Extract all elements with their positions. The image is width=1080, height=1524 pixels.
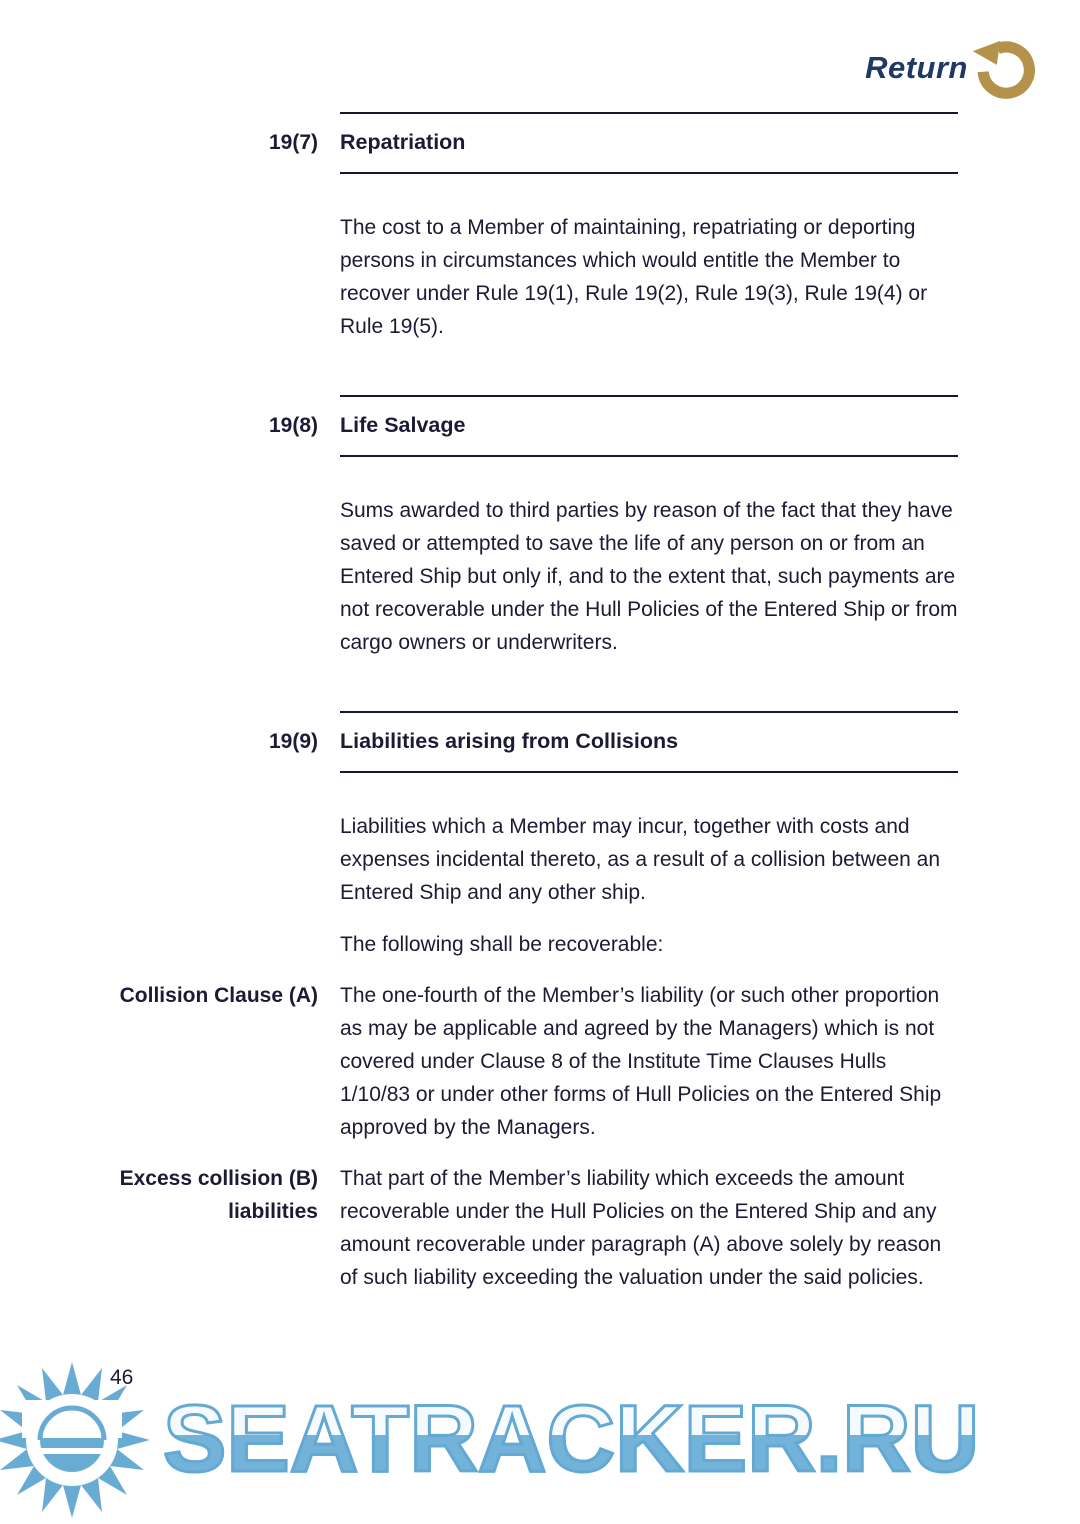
- section-paragraph: Liabilities which a Member may incur, together with costs and expenses incidental thereto, as a result of a collision between an Entered Ship and any other ship.: [340, 815, 941, 904]
- section-heading-box: [340, 711, 958, 773]
- section-number: 19(8): [268, 414, 318, 437]
- section-paragraph: The following shall be recoverable:: [340, 933, 664, 956]
- return-arrow-icon: [966, 34, 1038, 106]
- section-19-8: [0, 395, 1080, 659]
- section-heading: Life Salvage: [340, 413, 466, 437]
- section-heading: Liabilities arising from Collisions: [340, 729, 679, 753]
- document-content: [0, 112, 1080, 1294]
- clause-label-text: Collision Clause (A): [119, 984, 318, 1007]
- section-number: 19(9): [268, 730, 318, 753]
- section-heading: Repatriation: [340, 130, 466, 154]
- section-19-9: [0, 711, 1080, 1294]
- section-paragraph: Sums awarded to third parties by reason of the fact that they have saved or attempted to save the life of any person on or from an Entered Ship but only if, and to the extent that, such payments are not recoverable under the Hull Policies of the Entered Ship or from cargo owners or underwriters.: [340, 499, 958, 654]
- page-number: 46: [110, 1366, 134, 1389]
- section-number: 19(7): [268, 131, 318, 154]
- section-19-7: [0, 112, 1080, 343]
- clause-paragraph: That part of the Member’s liability which exceeds the amount recoverable under the Hull Policies on the Entered Ship and any amount recoverable under paragraph (A) above solely by reason of such liability exceeding the valuation under the said policies.: [340, 1167, 942, 1289]
- return-label: Return: [865, 50, 968, 85]
- section-heading-box: [340, 395, 958, 457]
- watermark-text: SEATRACKER.RU: [163, 1386, 1075, 1492]
- clause-excess-collision-b: [0, 1162, 1080, 1294]
- section-heading-box: [340, 112, 958, 174]
- section-paragraph: The cost to a Member of maintaining, repatriating or deporting persons in circumstances which would entitle the Member to recover under Rule 19(1), Rule 19(2), Rule 19(3), Rule 19(4) or Rule 19(5).: [340, 216, 928, 338]
- sun-logo-icon: [0, 1360, 152, 1520]
- return-button[interactable]: [865, 34, 1038, 106]
- clause-label: [0, 1162, 318, 1294]
- clause-paragraph: The one-fourth of the Member’s liability (or such other proportion as may be applicable and agreed by the Managers) which is not covered under Clause 8 of the Institute Time Clauses Hulls 1/10/83 or under other forms of Hull Policies on the Entered Ship approved by the Managers.: [340, 984, 942, 1139]
- clause-label-text: Excess collision (B) liabilities: [119, 1167, 318, 1223]
- clause-label: [0, 979, 318, 1144]
- clause-collision-a: [0, 979, 1080, 1144]
